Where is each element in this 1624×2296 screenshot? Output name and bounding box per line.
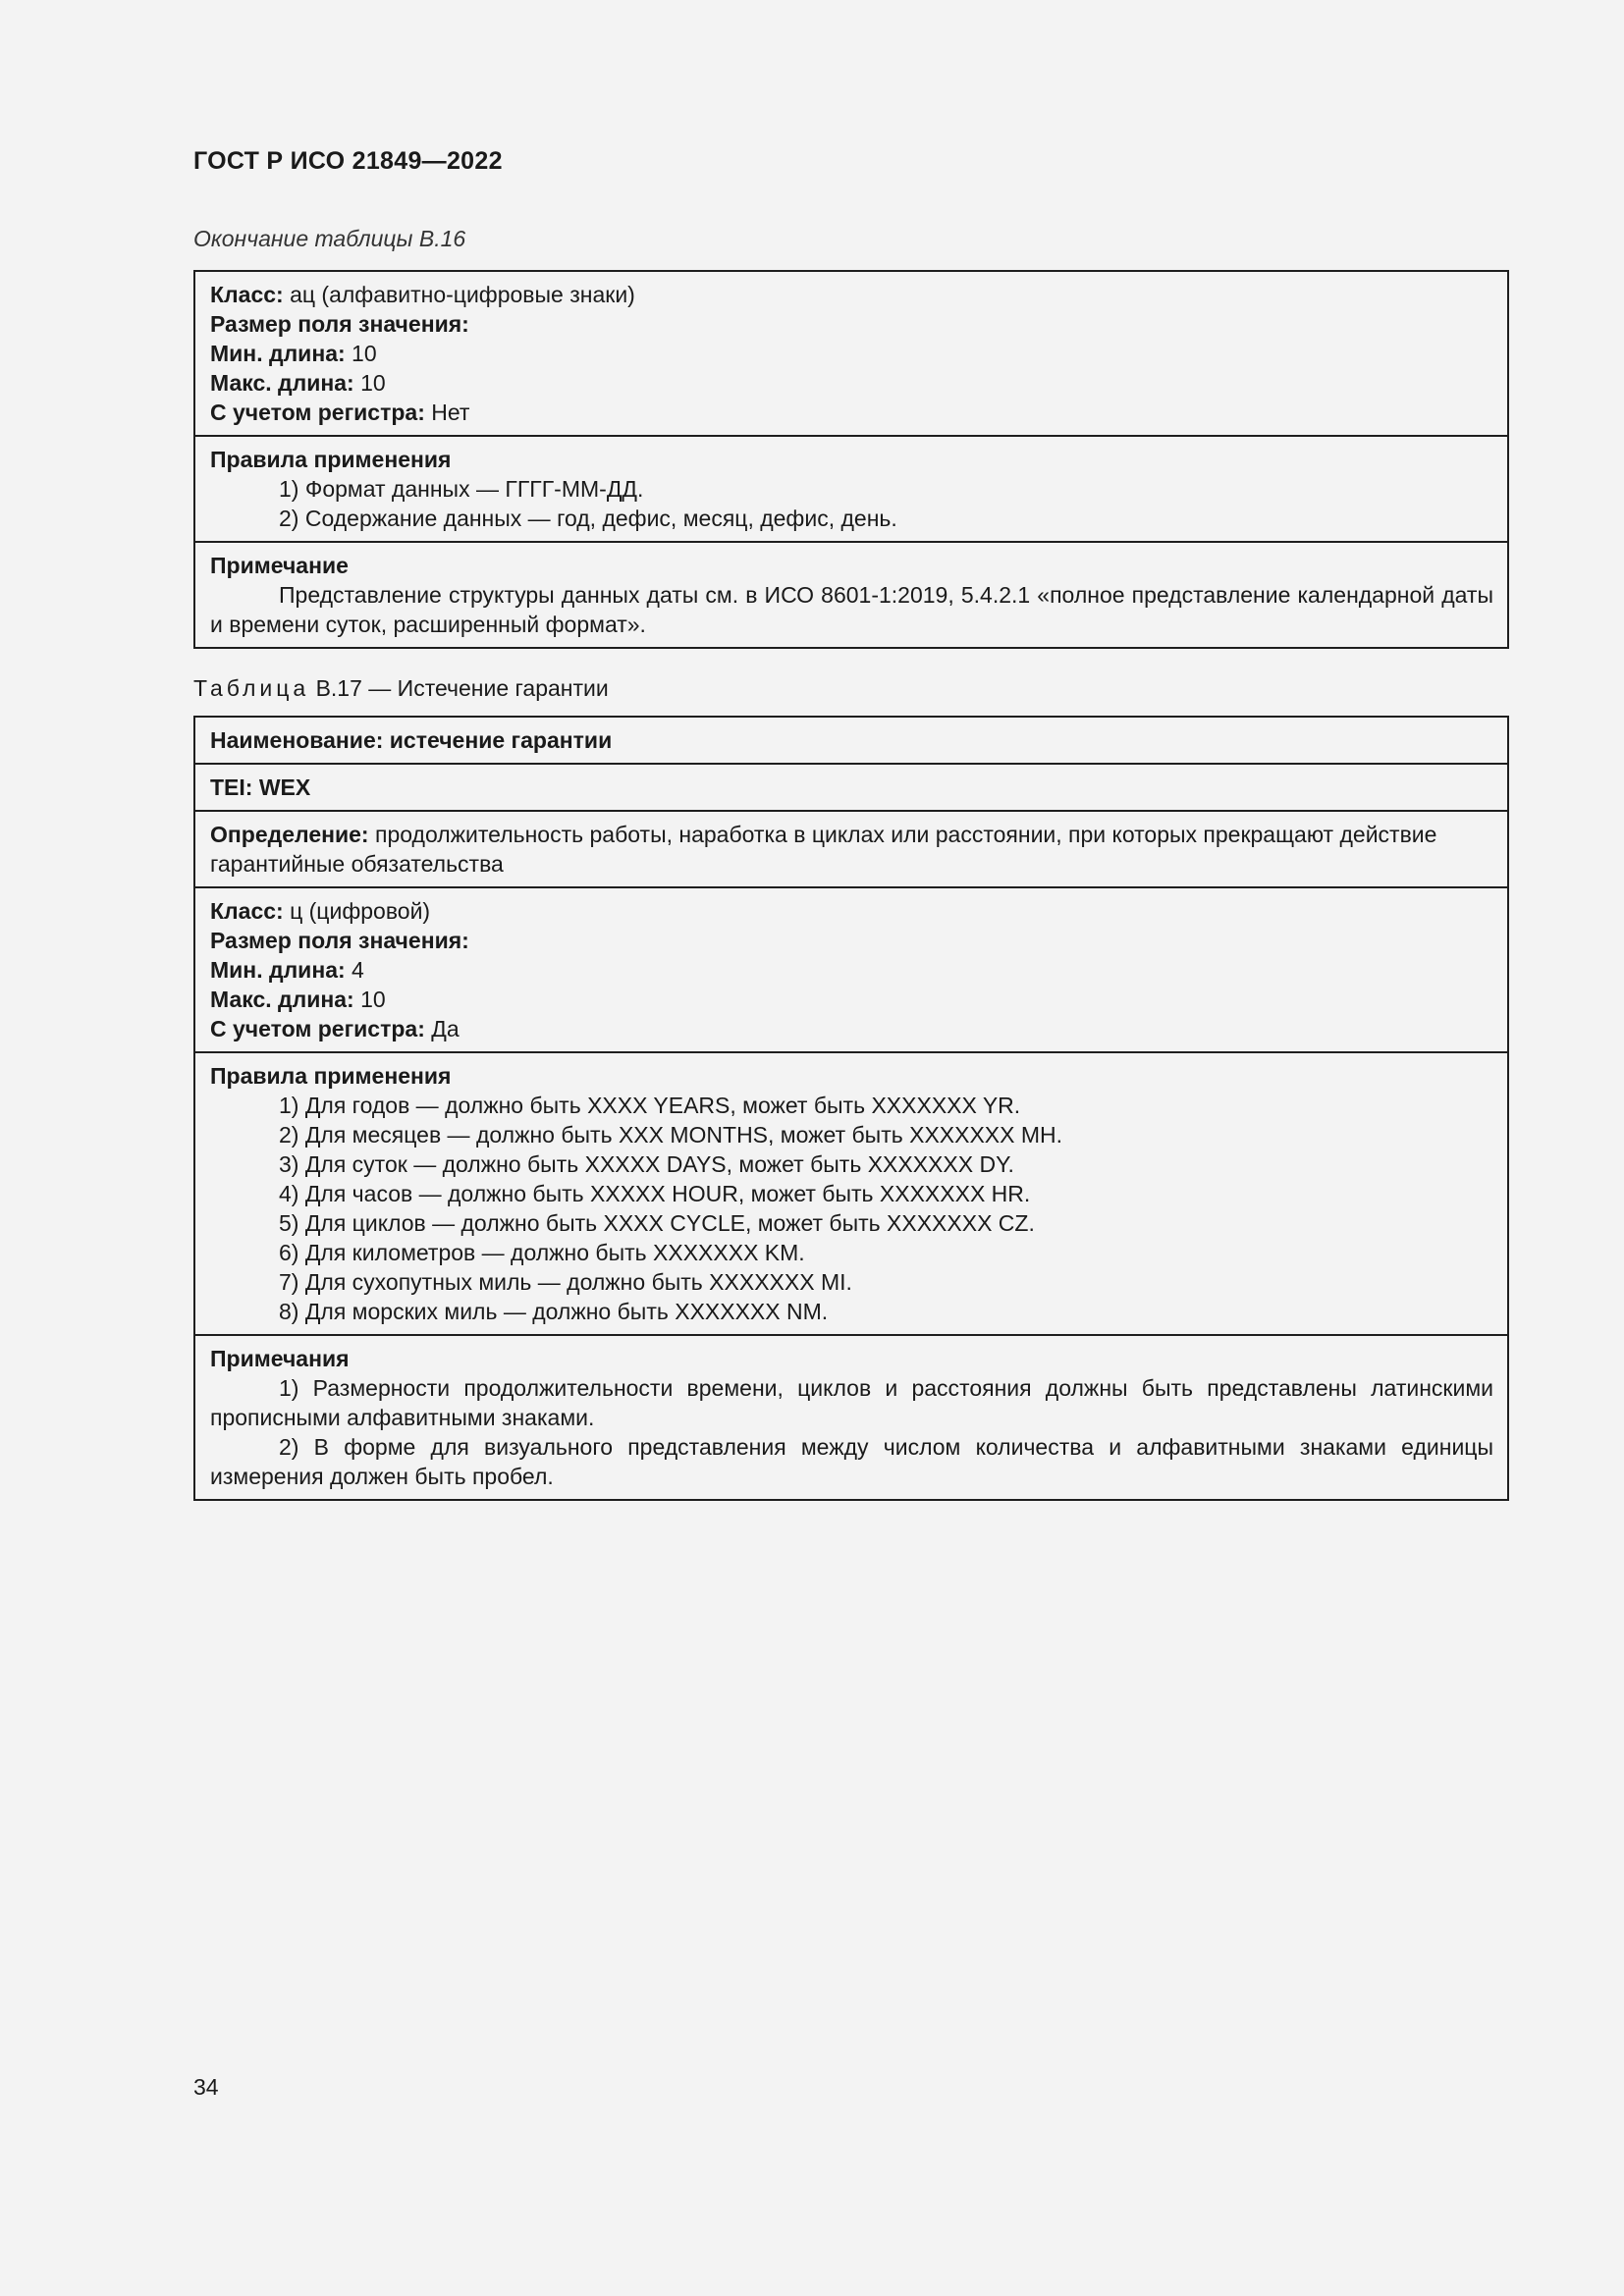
- table-b16-end: [193, 270, 1509, 649]
- tei-cell: TEI: WEX: [195, 763, 1507, 810]
- caption-prefix: Таблица: [193, 675, 310, 701]
- min-length-line: [210, 955, 1493, 985]
- note-cell: [195, 541, 1507, 647]
- definition-label: Определение:: [210, 822, 369, 847]
- notes-cell: [195, 1334, 1507, 1499]
- definition-value: продолжительность работы, наработка в циклах или расстоянии, при которых прекращают действие гарантийные обязательства: [210, 822, 1437, 877]
- min-length-value: 10: [345, 341, 377, 366]
- class-value: ац (алфавитно-цифровые знаки): [283, 282, 635, 307]
- rule-item: 2) Содержание данных — год, дефис, месяц, дефис, день.: [279, 506, 897, 531]
- max-length-value: 10: [353, 987, 386, 1012]
- class-line: [210, 280, 1493, 309]
- class-label: Класс:: [210, 282, 284, 307]
- notes-title: Примечания: [210, 1346, 350, 1371]
- rule-item: 3) Для суток — должно быть XXXXX DAYS, может быть XXXXXXX DY.: [279, 1151, 1014, 1177]
- page-number: 34: [193, 2074, 219, 2100]
- max-length-line: [210, 368, 1493, 398]
- rule-item: 5) Для циклов — должно быть XXXX CYCLE, может быть XXXXXXX CZ.: [279, 1210, 1035, 1236]
- size-label: Размер поля значения:: [210, 311, 469, 337]
- case-line: [210, 398, 1493, 427]
- class-value: ц (цифровой): [283, 898, 431, 924]
- caption-title: В.17 — Истечение гарантии: [309, 675, 609, 701]
- max-length-line: [210, 985, 1493, 1014]
- rule-item: 2) Для месяцев — должно быть XXX MONTHS, может быть XXXXXXX MH.: [279, 1122, 1063, 1148]
- rules-cell: [195, 1051, 1507, 1334]
- rule-item: 4) Для часов — должно быть XXXXX HOUR, может быть XXXXXXX HR.: [279, 1181, 1031, 1206]
- definition-cell: [195, 810, 1507, 886]
- class-label: Класс:: [210, 898, 284, 924]
- class-line: [210, 896, 1493, 926]
- rules-title: Правила применения: [210, 447, 452, 472]
- max-length-label: Макс. длина:: [210, 987, 354, 1012]
- min-length-value: 4: [345, 957, 364, 983]
- case-label: С учетом регистра:: [210, 400, 425, 425]
- max-length-value: 10: [353, 370, 386, 396]
- note-title: Примечание: [210, 553, 349, 578]
- note-text: Представление структуры данных даты см. в ИСО 8601-1:2019, 5.4.2.1 «полное представление календарной даты и времени суток, расширенный формат».: [210, 582, 1493, 637]
- class-cell: [195, 272, 1507, 435]
- min-length-label: Мин. длина:: [210, 341, 346, 366]
- case-line: [210, 1014, 1493, 1043]
- note-item: 1) Размерности продолжительности времени, циклов и расстояния должны быть представлены латинскими прописными алфавитными знаками.: [210, 1375, 1493, 1430]
- rule-item: 1) Для годов — должно быть XXXX YEARS, может быть XXXXXXX YR.: [279, 1093, 1021, 1118]
- rule-item: 7) Для сухопутных миль — должно быть XXXXXXX MI.: [279, 1269, 852, 1295]
- rule-item: 8) Для морских миль — должно быть XXXXXXX NM.: [279, 1299, 829, 1324]
- table-b17-caption: [193, 675, 609, 702]
- case-value: Нет: [424, 400, 470, 425]
- rule-item: 6) Для километров — должно быть XXXXXXX KM.: [279, 1240, 805, 1265]
- rules-cell: [195, 435, 1507, 541]
- document-header: ГОСТ Р ИСО 21849—2022: [193, 147, 503, 175]
- rules-title: Правила применения: [210, 1063, 452, 1089]
- max-length-label: Макс. длина:: [210, 370, 354, 396]
- rule-item: 1) Формат данных — ГГГГ-ММ-ДД.: [279, 476, 644, 502]
- case-value: Да: [424, 1016, 460, 1041]
- table-continuation-caption: Окончание таблицы В.16: [193, 226, 466, 251]
- min-length-line: [210, 339, 1493, 368]
- class-cell: [195, 886, 1507, 1051]
- name-cell: Наименование: истечение гарантии: [210, 727, 613, 753]
- min-length-label: Мин. длина:: [210, 957, 346, 983]
- size-label: Размер поля значения:: [210, 928, 469, 953]
- table-b17: [193, 716, 1509, 1501]
- note-item: 2) В форме для визуального представления между числом количества и алфавитными знаками единицы измерения должен быть пробел.: [210, 1434, 1493, 1489]
- case-label: С учетом регистра:: [210, 1016, 425, 1041]
